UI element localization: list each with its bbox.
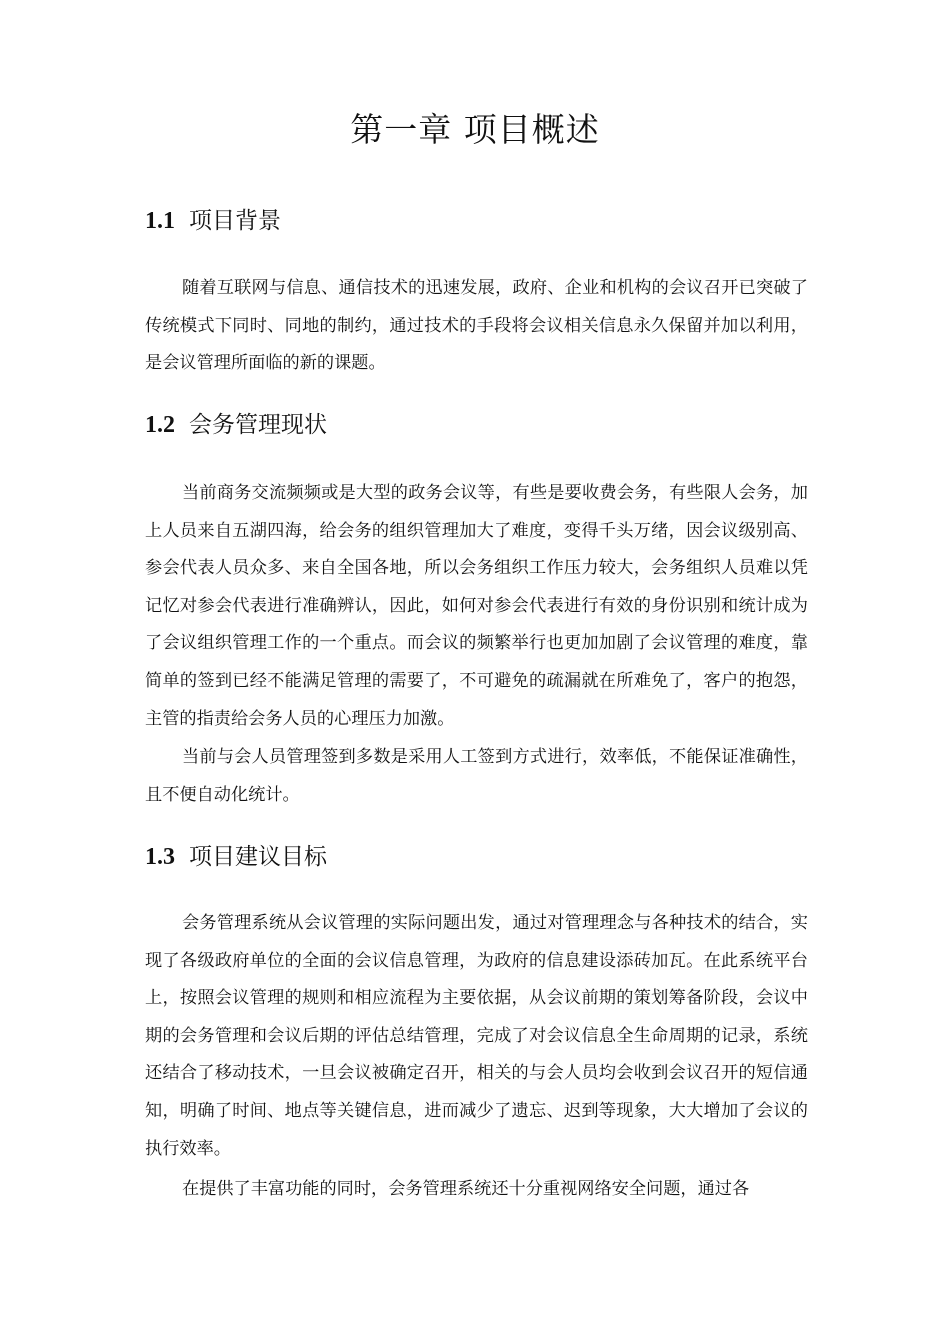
chapter-title: 第一章 项目概述 — [350, 110, 600, 149]
section-heading-1-1 — [145, 202, 281, 235]
paragraph-project-background: 随着互联网与信息、通信技术的迅速发展，政府、企业和机构的会议召开已突破了传统模式下同时、同地的制约，通过技术的手段将会议相关信息永久保留并加以利用，是会议管理所面临的新的课题。 — [145, 278, 808, 374]
section-number: 1.3 — [145, 844, 175, 870]
section-heading-1-3 — [145, 838, 327, 871]
section-heading-1-2 — [145, 406, 327, 439]
section-number: 1.1 — [145, 208, 175, 234]
section-number: 1.2 — [145, 412, 175, 438]
section-title: 项目背景 — [189, 208, 281, 234]
paragraph-security: 在提供了丰富功能的同时，会务管理系统还十分重视网络安全问题，通过各 — [181, 1179, 750, 1199]
paragraph-manual-signin: 当前与会人员管理签到多数是采用人工签到方式进行，效率低，不能保证准确性，且不便自动化统计。 — [145, 747, 808, 805]
paragraph-current-status: 当前商务交流频频或是大型的政务会议等，有些是要收费会务，有些限人会务，加上人员来自五湖四海，给会务的组织管理加大了难度，变得千头万绪，因会议级别高、参会代表人员众多、来自全国各地，所以会务组织工作压力较大，会务组织人员难以凭记忆对参会代表进行准确辨认，因此，如何对参会代表进行有效的身份识别和统计成为了会议组织管理工作的一个重点。而会议的频繁举行也更加加剧了会议管理的难度，靠简单的签到已经不能满足管理的需要了，不可避免的疏漏就在所难免了，客户的抱怨，主管的指责给会务人员的心理压力加激。 — [145, 483, 808, 729]
section-title: 会务管理现状 — [189, 412, 327, 438]
section-title: 项目建议目标 — [189, 844, 327, 870]
paragraph-system-goals: 会务管理系统从会议管理的实际问题出发，通过对管理理念与各种技术的结合，实现了各级政府单位的全面的会议信息管理，为政府的信息建设添砖加瓦。在此系统平台上，按照会议管理的规则和相应流程为主要依据，从会议前期的策划筹备阶段，会议中期的会务管理和会议后期的评估总结管理，完成了对会议信息全生命周期的记录，系统还结合了移动技术，一旦会议被确定召开，相关的与会人员均会收到会议召开的短信通知，明确了时间、地点等关键信息，进而减少了遗忘、迟到等现象，大大增加了会议的执行效率。 — [145, 913, 808, 1159]
